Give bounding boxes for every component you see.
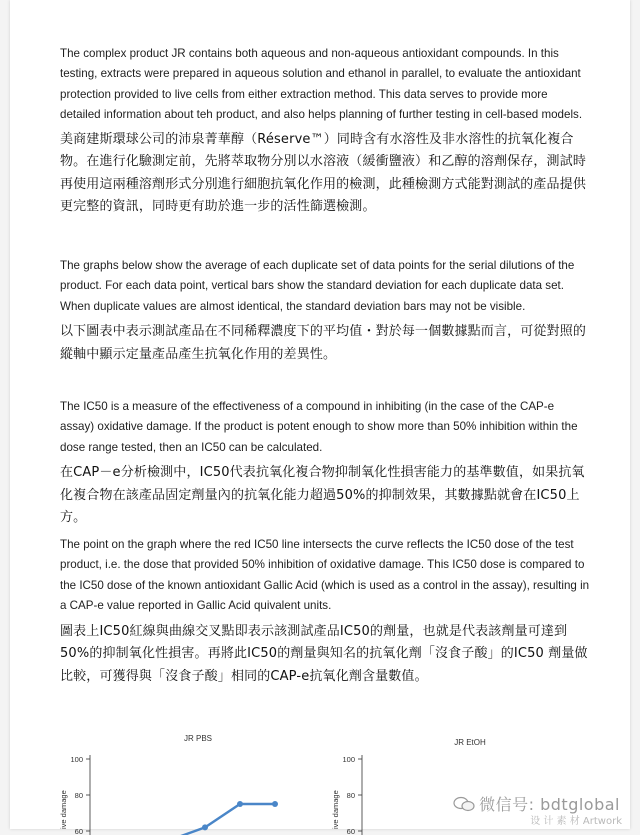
chart-title: JR PBS — [183, 734, 213, 743]
data-point — [202, 824, 208, 830]
wechat-icon — [453, 797, 475, 811]
paragraph-1-chinese: 美商建斯環球公司的沛泉菁華醇（Réserve™）同時含有水溶性及非水溶性的抗氧化複合物。在進行化驗測定前，先將萃取物分別以水溶液（緩衝鹽液）和乙醇的溶劑保存，測試時再使用這兩種溶劑形式分別進行細胞抗氧化作用的檢測，此種檢測方式能對測試的產品提供更完整的資訊，同時更有助於進一步的活性篩選檢測。 — [60, 131, 587, 215]
paragraph-1 — [60, 44, 590, 219]
chart-jr-pbs — [50, 725, 310, 835]
y-axis-label: ive damage — [331, 790, 340, 829]
data-point — [272, 801, 278, 807]
y-tick-label: 100 — [342, 755, 355, 764]
y-tick-label: 100 — [70, 755, 83, 764]
y-tick-label: 80 — [74, 791, 83, 800]
y-tick-label: 60 — [346, 827, 355, 835]
paragraph-4-chinese: 圖表上IC50紅線與曲線交叉點即表示該測試產品IC50的劑量，也就是代表該劑量可達到50%的抑制氧化性損害。再將此IC50的劑量與知名的抗氧化劑「沒食子酸」的IC50 劑量做比較，可獲得與「沒食子酸」相同的CAP-e抗氧化劑含量數值。 — [60, 623, 588, 684]
paragraph-4-english: The point on the graph where the red IC50 line intersects the curve reflects the IC50 dose of the test product, i.e. the dose that provided 50% inhibition of oxidative damage. This IC50 dose is compared to the IC50 dose of the known antioxidant Gallic Acid (which is used as a control in the assay), resulting in a CAP-e value reported in Gallic Acid quivalent units. — [60, 538, 590, 613]
paragraph-2-chinese: 以下圖表中表示測試產品在不同稀釋濃度下的平均值・對於每一個數據點而言，可從對照的縱軸中顯示定量產品產生抗氧化作用的差異性。 — [60, 324, 587, 362]
paragraph-3 — [60, 397, 590, 530]
paragraph-3-chinese: 在CAP－e分析檢測中，IC50代表抗氧化複合物抑制氧化性損害能力的基準數值，如果抗氧化複合物在該產品固定劑量內的抗氧化能力超過50%的抑制效果，其數據點就會在IC50上方。 — [60, 465, 585, 526]
paragraph-3-english: The IC50 is a measure of the effectiveness of a compound in inhibiting (in the case of the CAP-e assay) oxidative damage. If the product is potent enough to show more than 50% inhibition within the dose range tested, then an IC50 can be calculated. — [60, 400, 578, 454]
paragraph-1-english: The complex product JR contains both aqueous and non-aqueous antioxidant compounds. In this testing, extracts were prepared in aqueous solution and ethanol in parallel, to evaluate the antioxidant protection provided to live cells from either extraction method. This data serves to provide more detailed information about teh product, and also helps planning of further testing in cell-based models. — [60, 47, 583, 122]
data-point — [237, 801, 243, 807]
paragraph-2 — [60, 256, 590, 366]
watermark-text: 微信号: bdtglobal — [479, 795, 620, 814]
paragraph-2-english: The graphs below show the average of each duplicate set of data points for the serial dilutions of the product. For each data point, vertical bars show the standard deviation for each duplicate data set. When duplicate values are almost identical, the standard deviation bars may not be visible. — [60, 259, 575, 313]
document-page — [10, 0, 630, 835]
chart-title: JR EtOH — [454, 738, 486, 747]
watermark-subtext: 设 计 素 材 Artwork — [530, 816, 622, 827]
y-tick-label: 80 — [346, 791, 355, 800]
paragraph-4 — [60, 535, 590, 688]
y-tick-label: 60 — [74, 827, 83, 835]
y-axis-label: ive damage — [59, 790, 68, 829]
series-line — [170, 804, 275, 835]
